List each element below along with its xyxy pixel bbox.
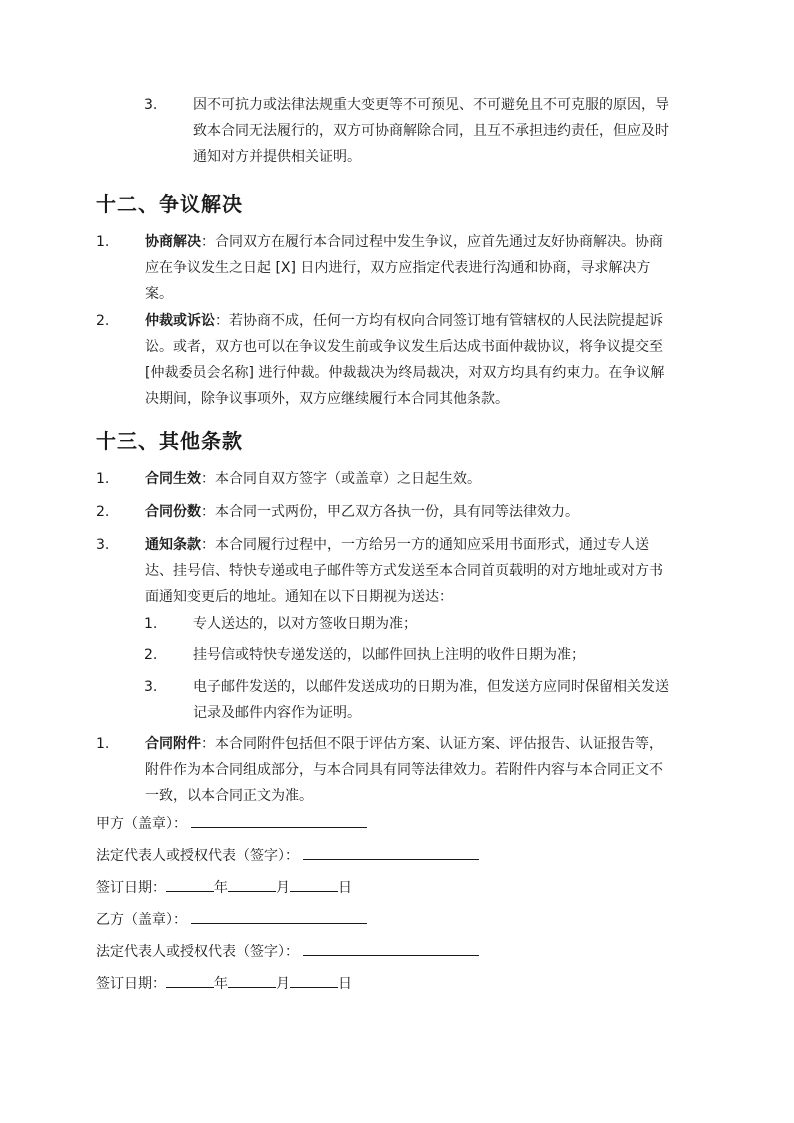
list-text: 因不可抗力或法律法规重大变更等不可预见、不可避免且不可克服的原因，导 致本合同无法履行的，双方可协商解除合同，且互不承担违约责任，但应及时 通知对方并提供相关证明。 — [193, 97, 669, 165]
list-text: 合同附件：本合同附件包括但不限于评估方案、认证方案、评估报告、认证报告等， 附件作为本合同组成部分，与本合同具有同等法律效力。若附件内容与本合同正文不 一致，以本合同正文为准。 — [145, 736, 663, 804]
term-label: 协商解决 — [145, 234, 201, 250]
term-label: 合同份数 — [145, 504, 201, 520]
list-text: 合同生效：本合同自双方签字（或盖章）之日起生效。 — [145, 471, 481, 487]
term-label: 仲裁或诉讼 — [145, 313, 215, 329]
list-number: 2. — [96, 313, 110, 329]
list-number: 3. — [144, 679, 158, 695]
party-a-date-row: 签订日期： 年 月 日 — [96, 873, 352, 901]
list-text: 协商解决：合同双方在履行本合同过程中发生争议，应首先通过友好协商解决。协商 应在争议发生之日起 [X] 日内进行，双方应指定代表进行沟通和协商，寻求解决方 案。 — [145, 234, 663, 302]
party-b-year-field[interactable] — [166, 969, 214, 988]
list-number: 1. — [96, 471, 110, 487]
list-number: 1. — [96, 234, 110, 250]
party-b-seal-row: 乙方（盖章）： — [96, 905, 367, 933]
list-text: 通知条款：本合同履行过程中，一方给另一方的通知应采用书面形式，通过专人送 达、挂号信、特快专递或电子邮件等方式发送至本合同首页载明的对方地址或对方书 面通知变更后的地址。通知在以下日期视为送达： — [145, 537, 663, 605]
section-heading-dispute: 十二、争议解决 — [96, 192, 243, 216]
list-number: 2. — [96, 504, 110, 520]
list-number: 2. — [144, 647, 158, 663]
list-text: 仲裁或诉讼：若协商不成，任何一方均有权向合同签订地有管辖权的人民法院提起诉 讼。或者，双方也可以在争议发生前或争议发生后达成书面仲裁协议，将争议提交至 [仲裁委员会名称] 进行仲裁。仲裁裁决为终局裁决，对双方均具有约束力。在争议解 决期间，除争议事项外，双方应继续履行本合同其他条款。 — [145, 313, 665, 407]
party-b-signature-field[interactable] — [303, 937, 479, 956]
section-heading-other: 十三、其他条款 — [96, 429, 243, 453]
party-b-seal-field[interactable] — [191, 905, 367, 924]
party-a-seal-field[interactable] — [191, 809, 367, 828]
party-a-rep-row: 法定代表人或授权代表（签字）： — [96, 841, 479, 869]
list-text: 挂号信或特快专递发送的，以邮件回执上注明的收件日期为准； — [193, 647, 585, 663]
list-number: 3. — [96, 537, 110, 553]
party-a-signature-field[interactable] — [303, 841, 479, 860]
party-b-day-field[interactable] — [290, 969, 338, 988]
list-text: 合同份数：本合同一式两份，甲乙双方各执一份，具有同等法律效力。 — [145, 504, 579, 520]
list-text: 电子邮件发送的，以邮件发送成功的日期为准，但发送方应同时保留相关发送 记录及邮件内容作为证明。 — [193, 679, 669, 721]
term-label: 合同附件 — [145, 736, 201, 752]
party-b-month-field[interactable] — [228, 969, 276, 988]
list-text: 专人送达的，以对方签收日期为准； — [193, 616, 417, 632]
term-label: 通知条款 — [145, 537, 201, 553]
party-a-day-field[interactable] — [290, 873, 338, 892]
list-number: 1. — [96, 736, 110, 752]
list-number: 1. — [144, 616, 158, 632]
list-number: 3. — [144, 97, 158, 113]
party-a-year-field[interactable] — [166, 873, 214, 892]
party-a-seal-row: 甲方（盖章）： — [96, 809, 367, 837]
term-label: 合同生效 — [145, 471, 201, 487]
party-b-date-row: 签订日期： 年 月 日 — [96, 969, 352, 997]
party-b-rep-row: 法定代表人或授权代表（签字）： — [96, 937, 479, 965]
party-a-month-field[interactable] — [228, 873, 276, 892]
